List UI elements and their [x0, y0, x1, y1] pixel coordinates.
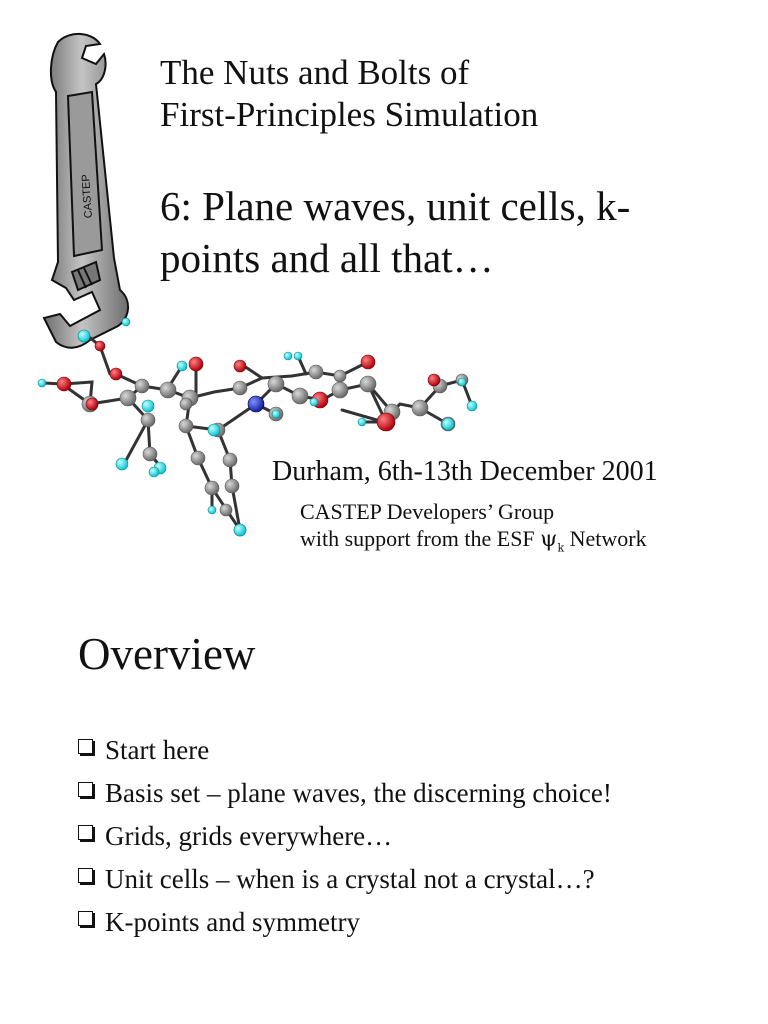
list-item-text: K-points and symmetry: [105, 906, 360, 937]
list-item-text: Grids, grids everywhere…: [105, 820, 393, 851]
checkbox-bullet-icon: [78, 739, 93, 754]
checkbox-bullet-icon: [78, 911, 93, 926]
list-item: [78, 814, 612, 857]
checkbox-bullet-icon: [78, 868, 93, 883]
psi-subscript: k: [557, 541, 565, 555]
organizer-block: [300, 498, 647, 561]
psi-letter: ψ: [540, 527, 558, 552]
wrench-engraving: CASTEP: [79, 173, 95, 219]
slide-title-line-2: First-Principles Simulation: [160, 95, 539, 134]
slide-title: [160, 52, 538, 136]
checkbox-bullet-icon: [78, 782, 93, 797]
overview-list: [78, 728, 612, 943]
organizer-line-2: [300, 525, 647, 561]
list-item: [78, 900, 612, 943]
list-item: [78, 771, 612, 814]
slide-subtitle-line-1: 6: Plane waves, unit cells, k-: [160, 183, 631, 229]
list-item: [78, 857, 612, 900]
organizer-line-1: CASTEP Developers’ Group: [300, 499, 555, 524]
checkbox-bullet-icon: [78, 825, 93, 840]
psi-k-symbol: [540, 527, 565, 555]
event-location-date: Durham, 6th-13th December 2001: [272, 456, 658, 487]
slide-subtitle: [160, 180, 630, 284]
slide-title-line-1: The Nuts and Bolts of: [160, 53, 470, 92]
overview-heading: Overview: [78, 629, 256, 679]
list-item-text: Unit cells – when is a crystal not a crystal…?: [105, 863, 595, 894]
organizer-line-2-prefix: with support from the ESF: [300, 526, 535, 551]
list-item-text: Basis set – plane waves, the discerning choice!: [105, 777, 612, 808]
list-item-text: Start here: [105, 734, 210, 765]
slide-subtitle-line-2: points and all that…: [160, 235, 494, 281]
organizer-line-2-suffix: Network: [569, 526, 647, 551]
list-item: [78, 728, 612, 771]
